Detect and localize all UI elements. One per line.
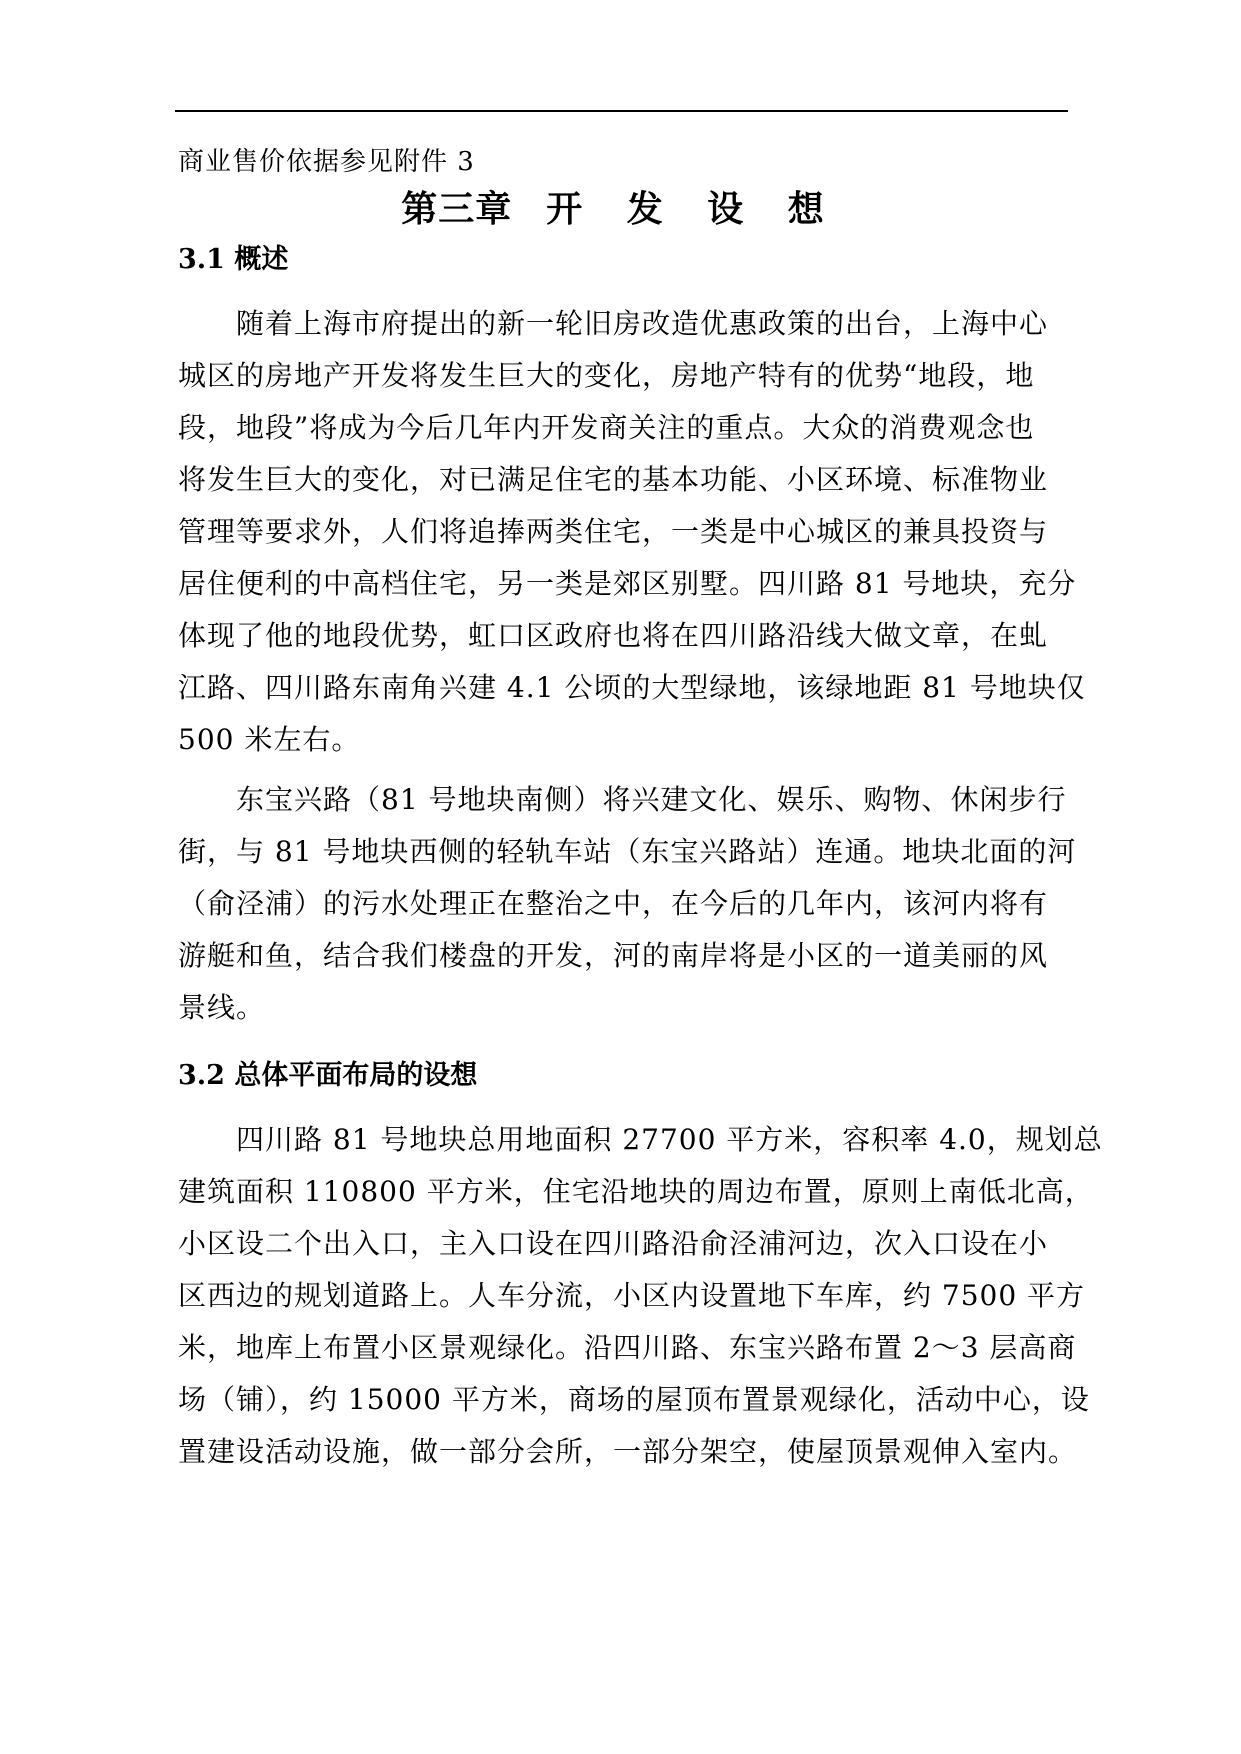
paragraph-line: 随着上海市府提出的新一轮旧房改造优惠政策的出台，上海中心 [236,307,1049,340]
chapter-name: 开 发 设 想 [546,188,840,230]
paragraph-line: 将发生巨大的变化，对已满足住宅的基本功能、小区环境、标准物业 [178,463,1049,496]
chapter-title [0,184,1241,234]
paragraph-line: 东宝兴路（81 号地块南侧）将兴建文化、娱乐、购物、休闲步行 [236,783,1067,816]
paragraph-line: 米，地库上布置小区景观绿化。沿四川路、东宝兴路布置 2～3 层高商 [178,1331,1077,1364]
paragraph-line: 区西边的规划道路上。人车分流，小区内设置地下车库，约 7500 平方 [178,1279,1086,1312]
paragraph-line: （俞泾浦）的污水处理正在整治之中，在今后的几年内，该河内将有 [178,887,1049,920]
paragraph-line: 游艇和鱼，结合我们楼盘的开发，河的南岸将是小区的一道美丽的风 [178,939,1049,972]
paragraph-line: 建筑面积 110800 平方米，住宅沿地块的周边布置，原则上南低北高， [178,1175,1094,1208]
paragraph-line: 500 米左右。 [178,723,361,756]
paragraph-line: 街，与 81 号地块西侧的轻轨车站（东宝兴路站）连通。地块北面的河 [178,835,1077,868]
attachment-note: 商业售价依据参见附件 3 [178,147,475,177]
paragraph-line: 景线。 [178,991,266,1024]
header-rule [175,110,1068,112]
chapter-number: 第三章 [401,188,513,230]
paragraph-line: 居住便利的中高档住宅，另一类是郊区别墅。四川路 81 号地块，充分 [178,567,1077,600]
paragraph-line: 小区设二个出入口，主入口设在四川路沿俞泾浦河边，次入口设在小 [178,1227,1049,1260]
paragraph-line: 四川路 81 号地块总用地面积 27700 平方米，容积率 4.0，规划总 [236,1123,1103,1156]
paragraph-line: 体现了他的地段优势，虹口区政府也将在四川路沿线大做文章，在虬 [178,619,1049,652]
paragraph-line: 管理等要求外，人们将追捧两类住宅，一类是中心城区的兼具投资与 [178,515,1049,548]
paragraph-line: 江路、四川路东南角兴建 4.1 公顷的大型绿地，该绿地距 81 号地块仅 [178,671,1086,704]
paragraph-line: 置建设活动设施，做一部分会所，一部分架空，使屋顶景观伸入室内。 [178,1435,1078,1468]
paragraph-line: 场（铺），约 15000 平方米，商场的屋顶布置景观绿化，活动中心，设 [178,1383,1090,1416]
section-heading-overview: 3.1 概述 [178,244,289,275]
paragraph-line: 城区的房地产开发将发生巨大的变化，房地产特有的优势“地段，地 [178,359,1035,392]
section-heading-layout: 3.2 总体平面布局的设想 [178,1060,478,1091]
paragraph-line: 段，地段”将成为今后几年内开发商关注的重点。大众的消费观念也 [178,411,1035,444]
